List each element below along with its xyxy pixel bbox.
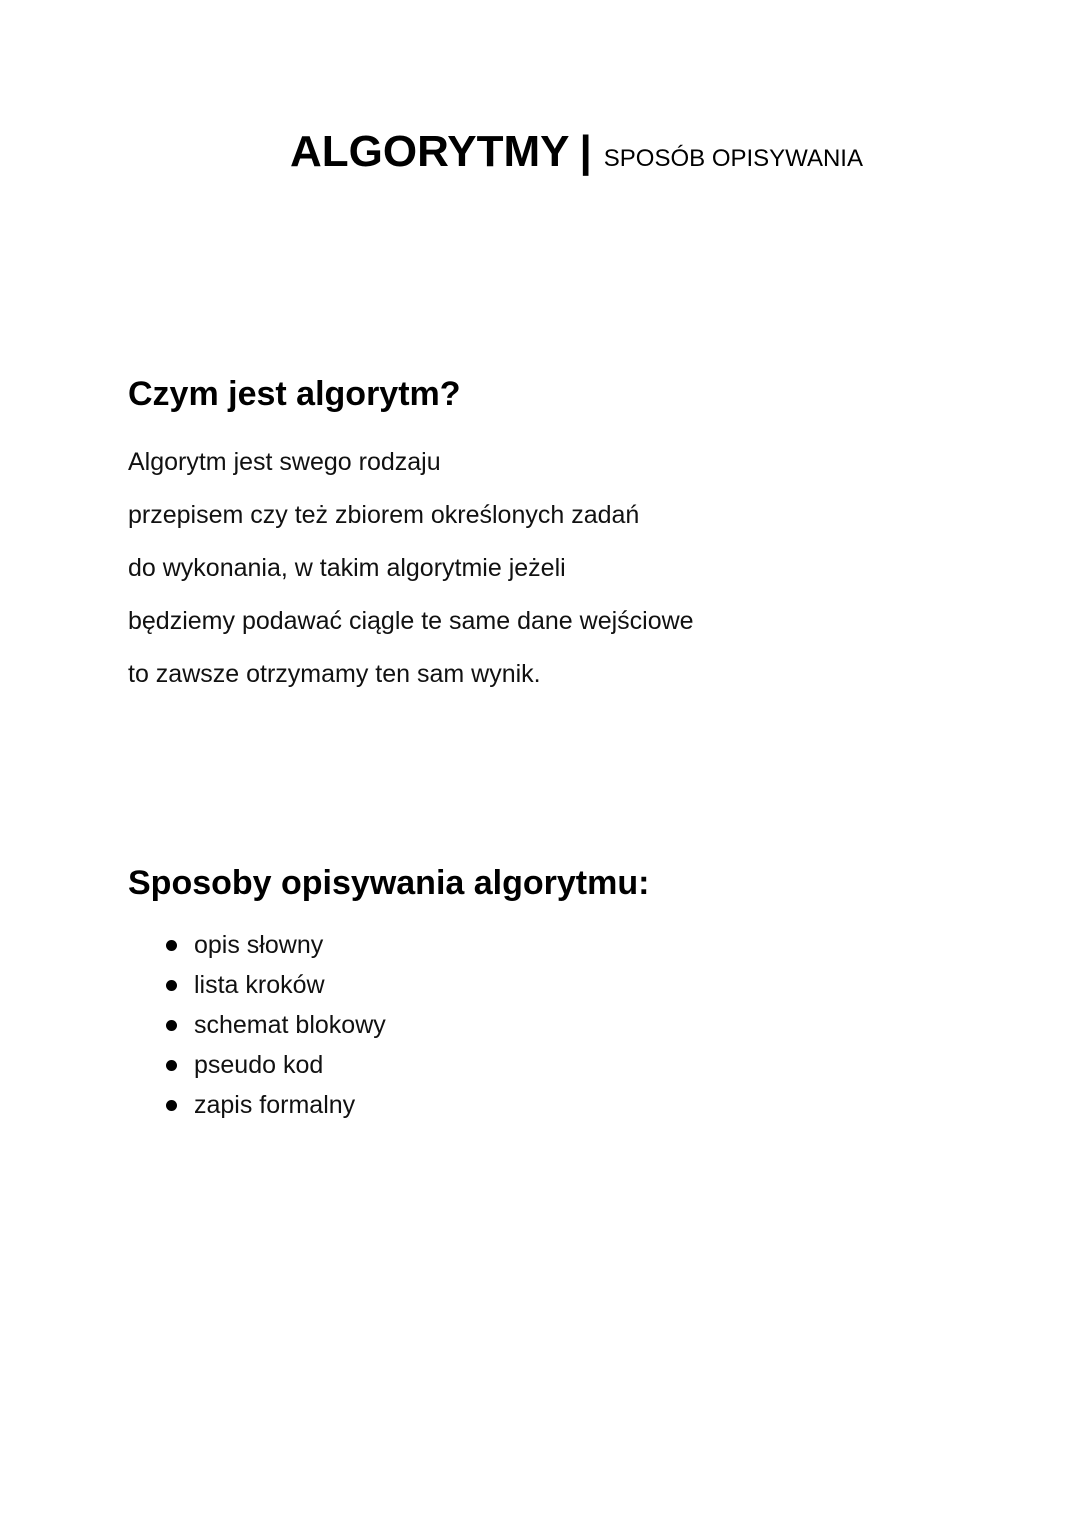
title-main: ALGORYTMY (290, 127, 570, 176)
paragraph-line: będziemy podawać ciągle te same dane wejściowe (128, 607, 694, 635)
paragraph-line: przepisem czy też zbiorem określonych zadań (128, 501, 640, 529)
list-item (128, 1005, 728, 1045)
bullet-icon (166, 1020, 177, 1031)
bullet-icon (166, 940, 177, 951)
methods-list (128, 925, 728, 1125)
paragraph-line: to zawsze otrzymamy ten sam wynik. (128, 660, 541, 688)
list-item-label: zapis formalny (194, 1091, 356, 1119)
page-title (290, 127, 990, 176)
definition-heading: Czym jest algorytm? (128, 375, 461, 413)
methods-heading: Sposoby opisywania algorytmu: (128, 864, 650, 902)
list-item (128, 1045, 728, 1085)
paragraph-line: Algorytm jest swego rodzaju (128, 448, 441, 476)
list-item (128, 965, 728, 1005)
title-subtitle: SPOSÓB OPISYWANIA (603, 145, 863, 172)
title-separator: | (579, 127, 592, 176)
list-item (128, 925, 728, 965)
list-item-label: opis słowny (194, 931, 324, 959)
list-item-label: lista kroków (194, 971, 325, 999)
list-item (128, 1085, 728, 1125)
list-item-label: pseudo kod (194, 1051, 324, 1079)
bullet-icon (166, 1100, 177, 1111)
bullet-icon (166, 980, 177, 991)
paragraph-line: do wykonania, w takim algorytmie jeżeli (128, 554, 566, 582)
bullet-icon (166, 1060, 177, 1071)
list-item-label: schemat blokowy (194, 1011, 386, 1039)
definition-paragraph (128, 436, 928, 701)
